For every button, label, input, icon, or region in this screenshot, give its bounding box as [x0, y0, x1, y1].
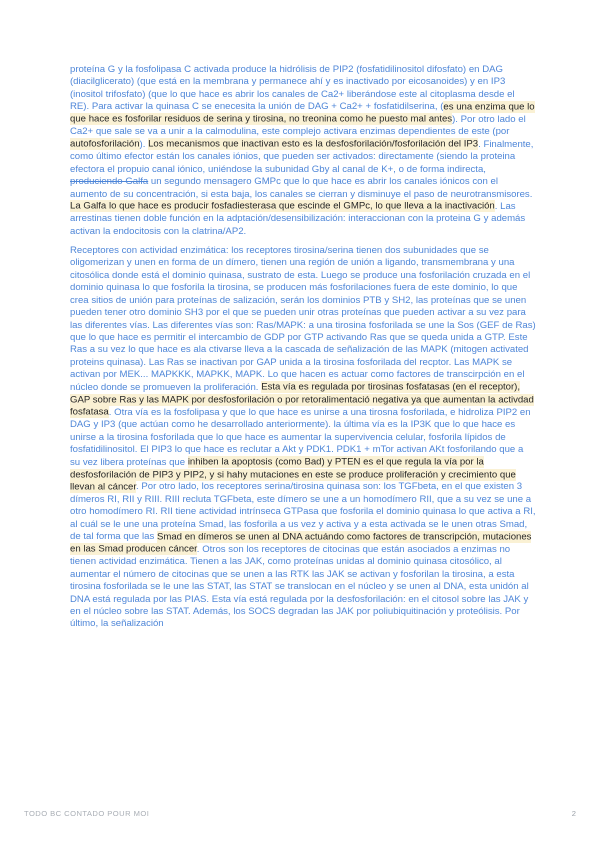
- text-run: . Las arrestinas tienen doble función en la adptación/desensibilización: interaccionan con la proteina G y además activan la endocitosis con la clatrina/AP2.: [70, 200, 526, 237]
- highlighted-text-run: La Galfa lo que hace es producir fosfadiesterasa que escinde el GMPc, lo que lleva a la inactivación: [70, 200, 495, 212]
- page-footer: [24, 809, 576, 818]
- text-run: ). Por otro lado el Ca2+ que sale se va a unir a la calmodulina, este complejo activara enzimas dependientes de este (por: [70, 113, 526, 138]
- highlighted-text-run: inhiben la apoptosis (como Bad) y PTEN es el que regula la vía por la desfosforilación de PIP3 y PIP2, y si hahy mutaciones en este se produce proliferación y crecimiento que llevan al cáncer: [70, 456, 516, 493]
- highlighted-text-run: Smad en dímeros se unen al DNA actuándo como factores de transcripción, mutaciones en las Smad producen cáncer: [70, 531, 532, 555]
- text-run: . Otra vía es la fosfolipasa y que lo que hace es unirse a una tirosna fosforilada, e hidroliza PIP2 en DAG y IP3 (que actúan como he desarrollado anteriormente). la última vía es la IP3K que lo que hace es unirse a la tirosina fosforilada que lo que hace es aumentar la supervivencia celular, fosforila lípidos de fosfatidilinositol. El PIP3 lo que hace es reclutar a Akt y PDK1. PDK1 + mTor activan AKt fosforilando que a su vez libera proteínas que: [70, 406, 531, 468]
- highlighted-text-run: Esta vía es regulada por tirosinas fosfatasas (en el receptor), GAP sobre Ras y las MAPK por desfosforilación o por retoralimentació negativa ya que aumentan la activdad fosfatasa: [70, 381, 534, 418]
- text-run: . Finalmente, como último efector están los canales iónios, que pueden ser activados: directamente (siendo la proteina efectora el propuio canal iónico, uniéndose la subunidad Gby al canal de K+, o de forma indirecta,: [70, 138, 534, 175]
- text-run: proteína G y la fosfolipasa C activada produce la hidrólisis de PIP2 (fosfatidilinositol difosfato) en DAG (diacilglicerato) (que está en la membrana y permanece ahí y es inactivado por eicosanoides) y en IP3 (inositol trifosfato) (que lo que hace es abrir los canales de Ca2+ liberándose este al citoplasma desde el RE). Para activar la quinasa C se enecesita la unión de DAG + Ca2+ + fosfatidilserina, (: [70, 64, 515, 113]
- footer-document-title: TODO BC CONTADO POUR MOI: [24, 809, 150, 818]
- highlighted-text-run: es una enzima que lo que hace es fosforilar residuos de serina y tirosina, no treonina como he puesto mal antes: [70, 101, 535, 125]
- paragraph-1: [70, 64, 536, 238]
- text-run: . Otros son los receptores de citocinas que están asociados a enzimas no tienen actividad enzimática. Tienen a las JAK, como proteínas unidas al dominio quinasa citosólico, al aumentar el número de citocinas que se unen a las RTK las JAK se activan y fosforilan la tirosina, a esta tirosina fosforilada se le une las STAT, las STAT se translocan en el núcleo y se unen al DNA, esta unidón al DNA está regulada por las PIAS. Esta vía está regulada por la desfosforilación: en el citosol sobre las JAK y en el núcleo sobre las STAT. Además, los SOCS degradan las JAK por poliubiquitinación y proteólisis. Por último, la señalización: [70, 543, 529, 630]
- paragraph-2: [70, 245, 536, 631]
- highlighted-text-run: Los mecanismos que inactivan esto es la desfosforilación/fosforilación del IP3: [148, 138, 479, 150]
- text-run: ).: [139, 138, 149, 150]
- text-run: . Por otro lado, los receptores serina/tirosina quinasa son: los TGFbeta, en el que existen 3 dímeros RI, RII y RIII. RIII recluta TGFbeta, este dímero se une a un homodímero RII, que a su vez se une a otro homodímero RI. RII tiene actividad intrínseca GTPasa que fosforila el dominio quinasa lo que activa a RI, al cuál se le une una proteína Smad, las fosforila a us vez y activa y a esta activada se le unen otras Smad, de tal forma que las: [70, 481, 536, 543]
- text-run: un segundo mensagero GMPc que lo que hace es abrir los canales iónicos con el aumento de su concentración, si esta baja, los canales se cierran y disminuye el paso de neurotransmisores.: [70, 176, 533, 200]
- text-run: Receptores con actividad enzimática: los receptores tirosina/serina tienen dos subunidades que se oligomerizan y unen en forma de un dímero, tienen una región de unión a ligando, transmembrana y una citosólica donde está el dominio quinasa, sustrato de esta. Luego se produce una fosforilación cruzada en el dominio quinasa lo que fosforila la tirosina, se producen más fosforilaciones fuera de este dominio, lo que crea sitios de unión para proteínas de salización, serán los dominios PTB y SH2, las proteínas que se unen pueden tener otro dominio SH3 por el que se pueden unir otras proteínas que pueden activar a su vez para las diferentes vías. Las diferentes vías son: Ras/MAPK: a una tirosina fosforilada se une la Sos (GEF de Ras) que lo que hace es permitir el intercambio de GDP por GTP activando Ras que se queda unida a GTP. Este Ras a su vez lo que hace es ala ctivarse lleva a la cascada de señalización de las MAPK (mitogen activated proteins quinasa). Las Ras se inactivan por GAP unida a la tirosina fosforilada del recptor. Las MAPK se activan por MEK... MAPKKK, MAPKK, MAPK. Lo que hacen es actuar como factores de transcirpción en el núcleo donde se promueven la proliferación.: [70, 244, 536, 393]
- highlighted-text-run: autofosforilación: [70, 138, 140, 150]
- page-text: [70, 64, 536, 637]
- footer-page-number: 2: [571, 809, 576, 818]
- strikethrough-text-run: produciendo Galfa: [70, 176, 149, 188]
